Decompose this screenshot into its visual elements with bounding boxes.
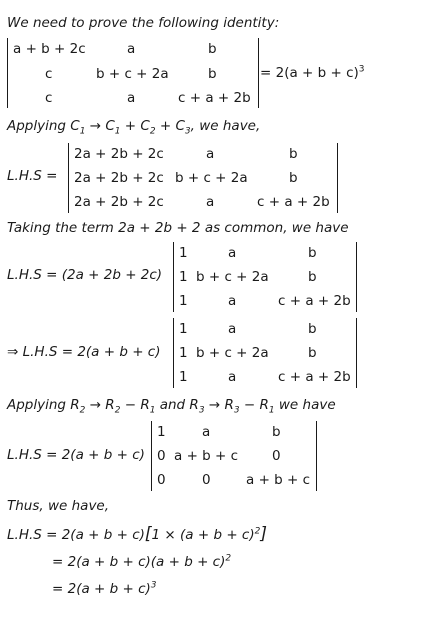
det0-r3c3: c + a + 2b: [178, 90, 251, 106]
det2-r2c1: 1: [179, 269, 188, 285]
det2-r3c1: 1: [179, 293, 188, 309]
det3-r1c2: a: [228, 321, 237, 337]
det4-r1c2: a: [202, 424, 211, 440]
det2-r3c2: a: [228, 293, 237, 309]
det3-r3c2: a: [228, 369, 237, 385]
det0-r2c1: c: [45, 66, 53, 82]
det2-r3c3: c + a + 2b: [278, 293, 351, 309]
det0-r1c2: a: [127, 41, 136, 57]
final-line-1: $L.H.S = 2(a + b + c)[1 \times (a + b + c)^2]$: [7, 524, 267, 544]
lhs-label-3: ⇒ L.H.S = 2(a + b + c): [7, 344, 161, 360]
det4-r1c1: 1: [157, 424, 166, 440]
det1-r1c1: 2a + 2b + 2c: [74, 146, 164, 162]
det1-r3c3: c + a + 2b: [257, 194, 330, 210]
lhs-label-1: L.H.S =: [7, 168, 58, 184]
det1-r1c2: a: [206, 146, 215, 162]
det3-r2c3: b: [308, 345, 317, 361]
det1-r3c1: 2a + 2b + 2c: [74, 194, 164, 210]
intro-text: We need to prove the following identity:: [7, 15, 280, 31]
det1-r2c2: b + c + 2a: [175, 170, 248, 186]
det3-r2c2: b + c + 2a: [196, 345, 269, 361]
lhs-label-4: L.H.S = 2(a + b + c): [7, 447, 145, 463]
det3-r2c1: 1: [179, 345, 188, 361]
det4-r1c3: b: [272, 424, 281, 440]
taking-common-text: Taking the term 2a + 2b + 2 as common, we have: [7, 220, 349, 236]
det4-r3c2: 0: [202, 472, 211, 488]
det3-r1c3: b: [308, 321, 317, 337]
det0-r2c2: b + c + 2a: [96, 66, 169, 82]
det0-r3c1: c: [45, 90, 53, 106]
det1-r2c3: b: [289, 170, 298, 186]
lhs-label-2: L.H.S = (2a + 2b + 2c): [7, 267, 163, 283]
rhs-value: = $2(a + b + c)^3$: [260, 64, 365, 81]
det3-r3c1: 1: [179, 369, 188, 385]
determinant-after-row-op: [151, 421, 317, 491]
det4-r2c1: 0: [157, 448, 166, 464]
thus-text: Thus, we have,: [7, 498, 110, 514]
det3-r1c1: 1: [179, 321, 188, 337]
det4-r3c1: 0: [157, 472, 166, 488]
determinant-after-column-op: [68, 143, 338, 213]
det4-r2c3: 0: [272, 448, 281, 464]
det2-r2c3: b: [308, 269, 317, 285]
determinant-original: [7, 38, 259, 108]
determinant-simplified: [173, 318, 357, 388]
column-operation-line: Applying $C_1 \to C_1 + C_2 + C_3$, we have,: [7, 118, 261, 137]
det0-r3c2: a: [127, 90, 136, 106]
det0-r1c3: b: [208, 41, 217, 57]
det2-r1c3: b: [308, 245, 317, 261]
det4-r3c3: a + b + c: [246, 472, 311, 488]
det0-r1c1: a + b + 2c: [13, 41, 86, 57]
final-line-3: = $2(a + b + c)^3$: [52, 580, 157, 597]
final-line-2: = $2(a + b + c)(a + b + c)^2$: [52, 553, 232, 570]
det1-r3c2: a: [206, 194, 215, 210]
det2-r2c2: b + c + 2a: [196, 269, 269, 285]
det1-r2c1: 2a + 2b + 2c: [74, 170, 164, 186]
det2-r1c1: 1: [179, 245, 188, 261]
det4-r2c2: a + b + c: [174, 448, 239, 464]
determinant-factored: [173, 242, 357, 312]
det0-r2c3: b: [208, 66, 217, 82]
row-operation-line: Applying $R_2 \to R_2 - R_1$ and $R_3 \to R_3 - R_1$ we have: [7, 397, 336, 416]
det3-r3c3: c + a + 2b: [278, 369, 351, 385]
det2-r1c2: a: [228, 245, 237, 261]
det1-r1c3: b: [289, 146, 298, 162]
